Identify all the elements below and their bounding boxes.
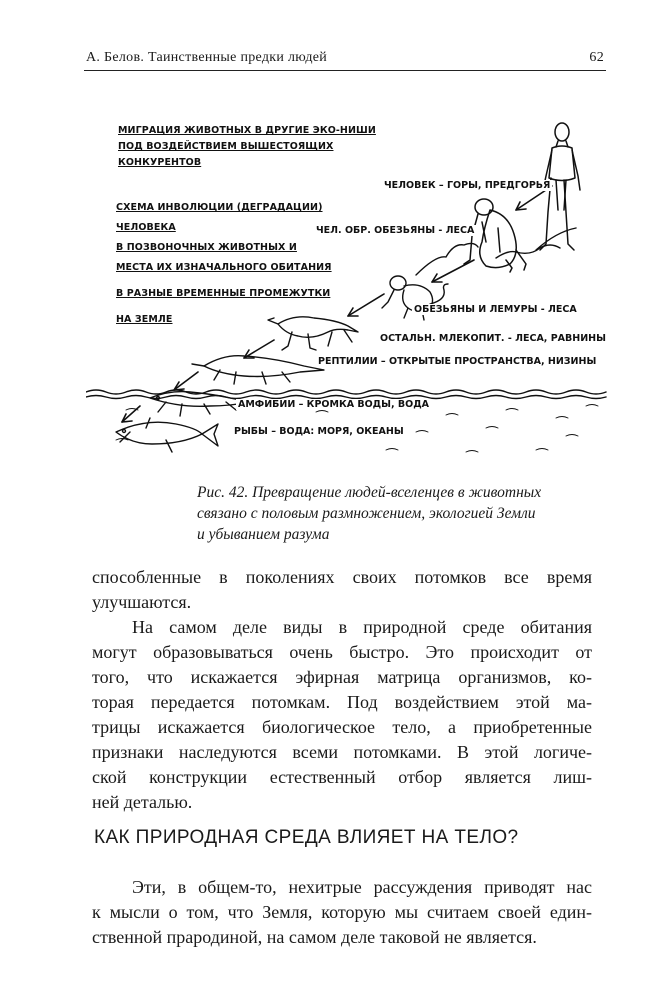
label-mammal: ОСТАЛЬН. МЛЕКОПИТ. - ЛЕСА, РАВНИНЫ	[380, 333, 606, 344]
text-line: трицы искажается биологическое тело, а приобретенные	[92, 717, 592, 737]
label-ape: ЧЕЛ. ОБР. ОБЕЗЬЯНЫ - ЛЕСА	[316, 225, 475, 236]
scheme-line: МЕСТА ИХ ИЗНАЧАЛЬНОГО ОБИТАНИЯ	[116, 262, 332, 273]
label-monkey: ОБЕЗЬЯНЫ И ЛЕМУРЫ - ЛЕСА	[414, 304, 577, 315]
text-line: На самом деле виды в природной среде обитания	[132, 617, 592, 637]
label-amphibian: АМФИБИИ – КРОМКА ВОДЫ, ВОДА	[238, 399, 430, 410]
reptile-figure	[192, 356, 324, 384]
scheme-line: В РАЗНЫЕ ВРЕМЕННЫЕ ПРОМЕЖУТКИ	[116, 288, 331, 299]
text-line: торая передается потомкам. Под воздействием этой ма-	[92, 692, 592, 712]
running-title: А. Белов. Таинственные предки людей	[86, 50, 328, 65]
evolution-figure	[86, 110, 611, 462]
scheme-line: В ПОЗВОНОЧНЫХ ЖИВОТНЫХ И	[116, 242, 297, 253]
label-fish: РЫБЫ – ВОДА: МОРЯ, ОКЕАНЫ	[234, 426, 404, 437]
scheme-line: ЧЕЛОВЕКА	[116, 222, 176, 233]
mammal-figure	[268, 317, 358, 350]
text-line: улучшаются.	[92, 592, 192, 612]
text-line: могут образовываться очень быстро. Это происходит от	[92, 642, 592, 662]
intro-line: КОНКУРЕНТОВ	[118, 157, 202, 168]
caption-line: связано с половым размножением, экологией Земли	[197, 505, 536, 522]
intro-line: ПОД ВОЗДЕЙСТВИЕМ ВЫШЕСТОЯЩИХ	[118, 141, 334, 152]
text-line: Эти, в общем-то, нехитрые рассуждения приводят нас	[132, 877, 592, 897]
amphibian-figure	[150, 392, 250, 416]
scheme-line: СХЕМА ИНВОЛЮЦИИ (ДЕГРАДАЦИИ)	[116, 202, 323, 213]
paragraph-2	[92, 615, 592, 815]
text-line: ней деталью.	[92, 792, 193, 812]
text-line: ственной прародиной, на самом деле таковой не является.	[92, 927, 537, 947]
section-heading: КАК ПРИРОДНАЯ СРЕДА ВЛИЯЕТ НА ТЕЛО?	[94, 827, 519, 848]
scheme-line: НА ЗЕМЛЕ	[116, 314, 173, 325]
intro-line: МИГРАЦИЯ ЖИВОТНЫХ В ДРУГИЕ ЭКО-НИШИ	[118, 125, 376, 136]
text-line: способленные в поколениях своих потомков все время	[92, 567, 592, 587]
text-line: ской конструкции естественный отбор является лиш-	[92, 767, 592, 787]
figure-caption	[197, 482, 607, 545]
label-reptile: РЕПТИЛИИ – ОТКРЫТЫЕ ПРОСТРАНСТВА, НИЗИНЫ	[318, 356, 597, 367]
running-header	[84, 48, 604, 70]
text-line: к мысли о том, что Земля, которую мы считаем своей един-	[92, 902, 592, 922]
fish-figure	[116, 418, 218, 452]
text-line: признаки наследуются всеми потомками. В этой логиче-	[92, 742, 592, 762]
page-number: 62	[589, 50, 604, 65]
text-line: того, что искажается эфирная матрица организмов, ко-	[92, 667, 592, 687]
label-human: ЧЕЛОВЕК – ГОРЫ, ПРЕДГОРЬЯ	[384, 180, 551, 191]
paragraph-3	[92, 875, 592, 950]
caption-line: и убыванием разума	[197, 526, 330, 543]
caption-line: Рис. 42. Превращение людей-вселенцев в животных	[197, 484, 542, 501]
paragraph-continuation	[92, 565, 592, 615]
header-rule	[84, 70, 606, 71]
